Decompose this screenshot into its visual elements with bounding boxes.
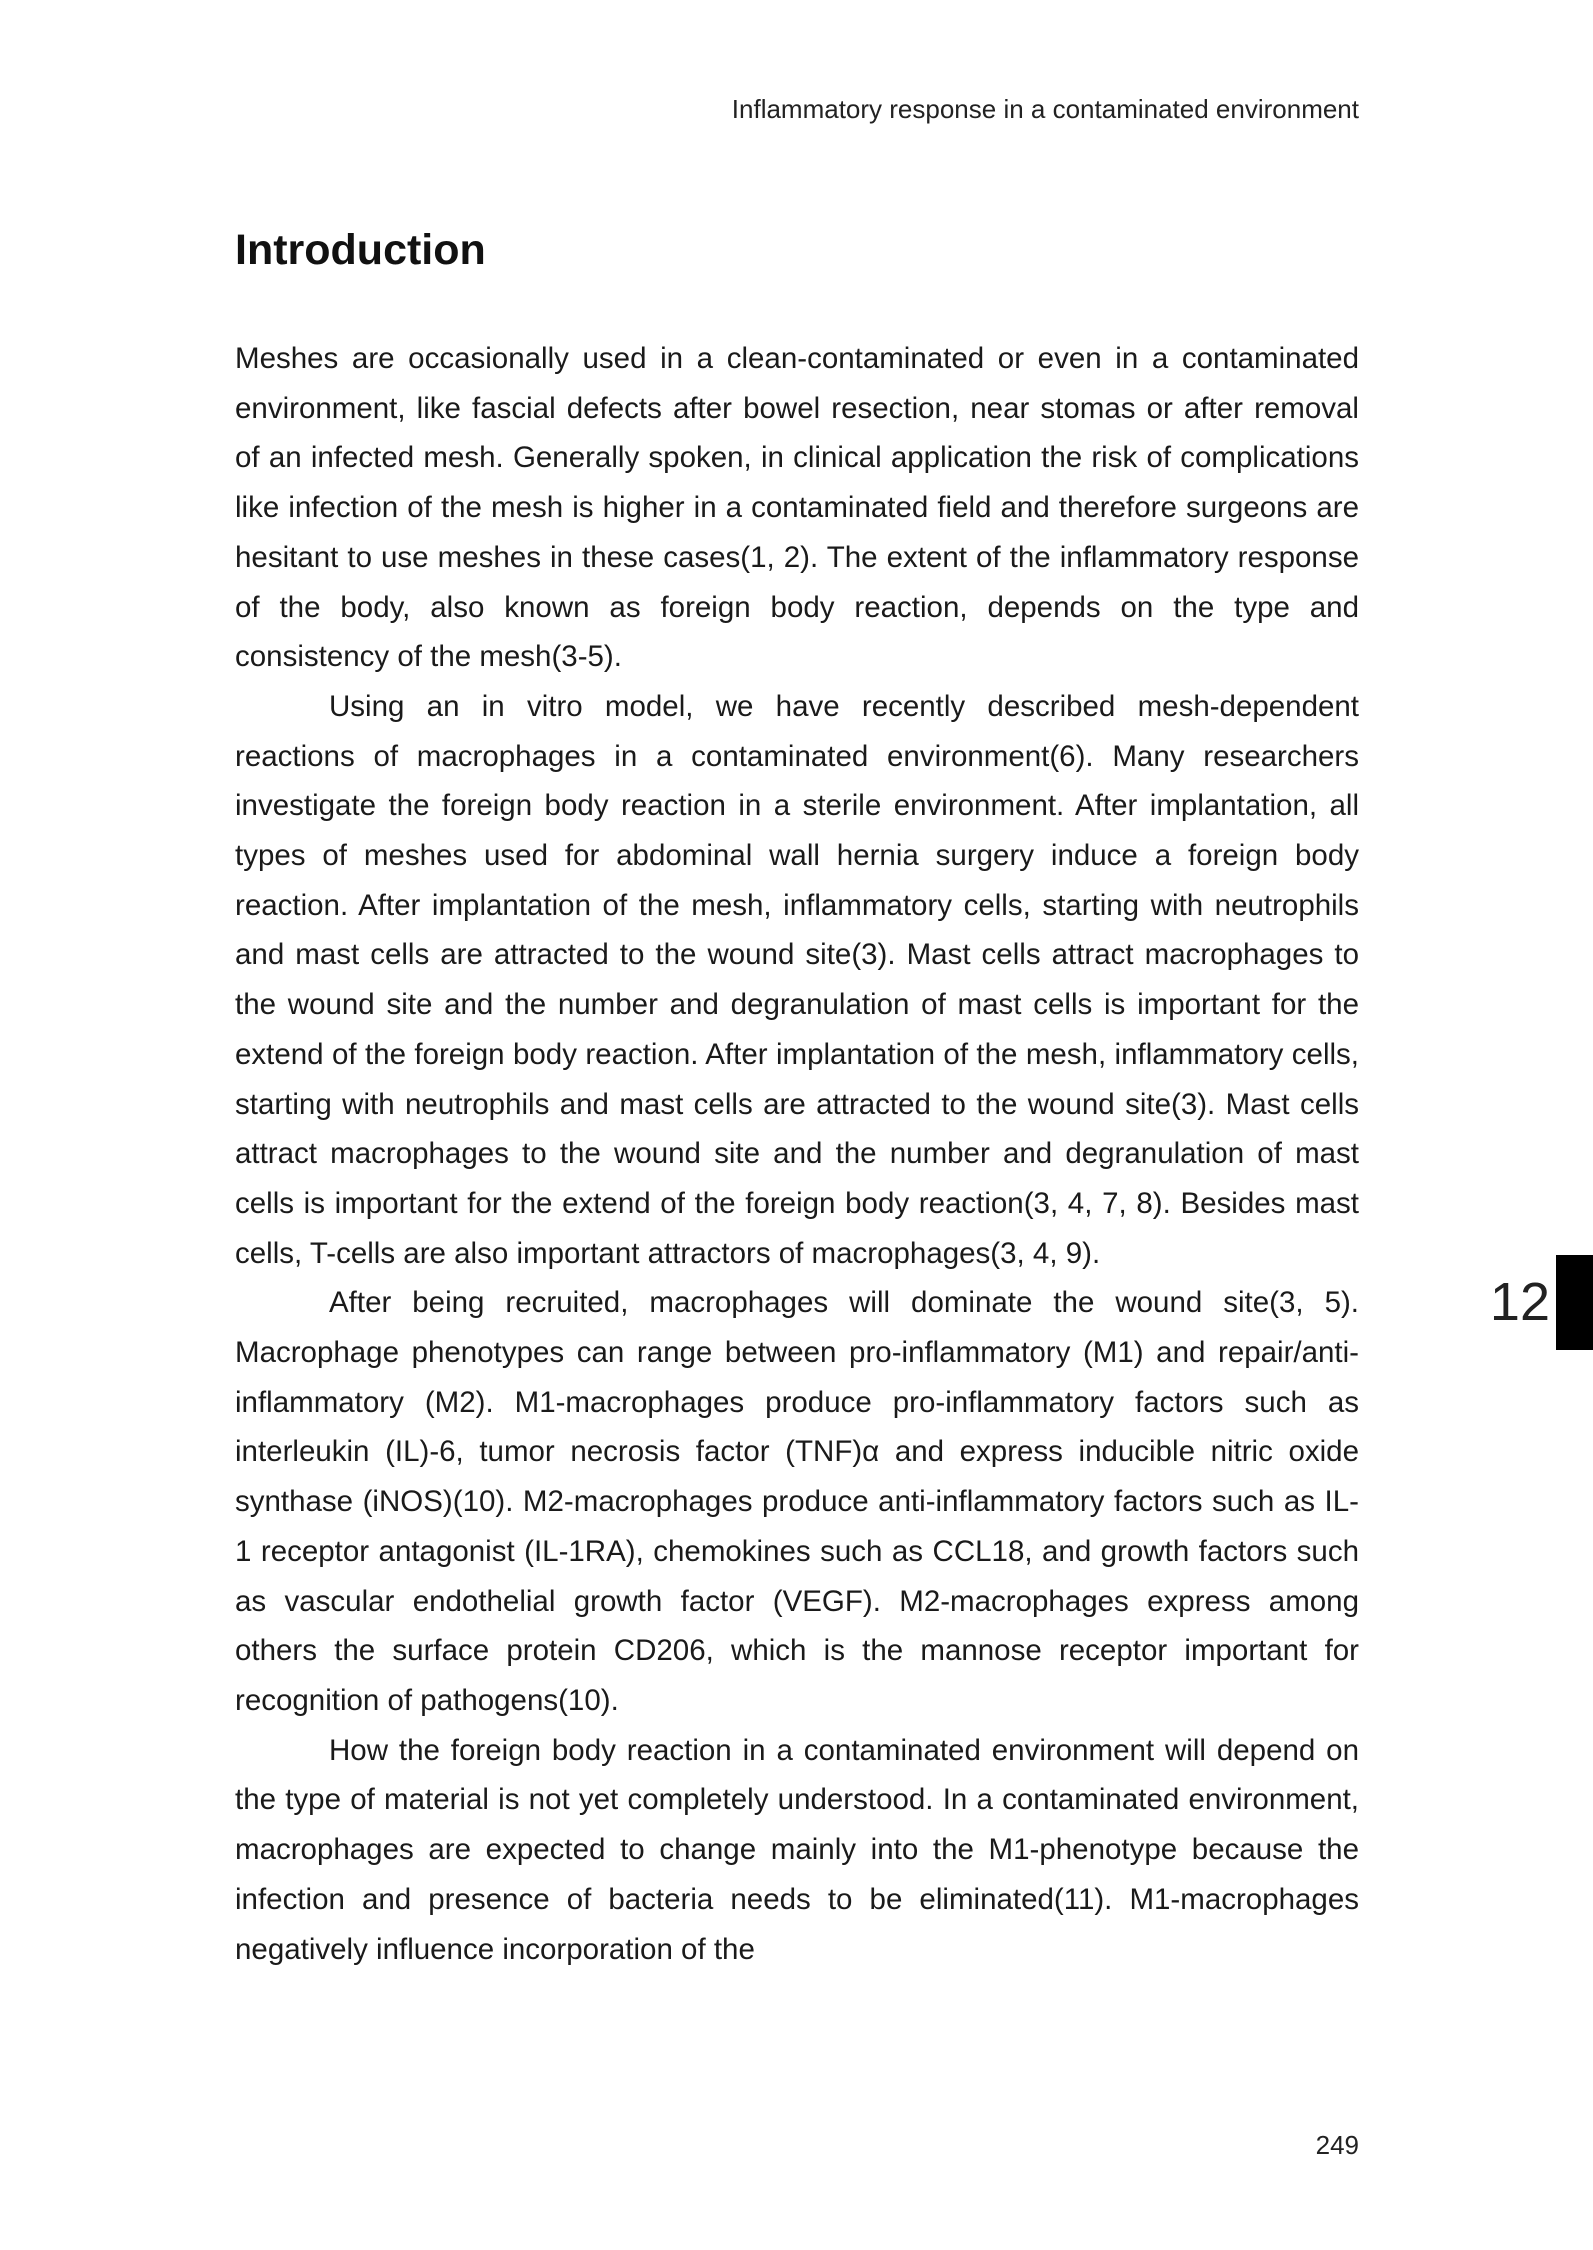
paragraph-2: Using an in vitro model, we have recently described mesh-dependent reactions of macrophages in a contaminated environment(6). Many researchers investigate the foreign body reaction in a sterile environment. After implantation, all types of meshes used for abdominal wall hernia surgery induce a foreign body reaction. After implantation of the mesh, inflammatory cells, starting with neutrophils and mast cells are attracted to the wound site(3). Mast cells attract macrophages to the wound site and the number and degranulation of mast cells is important for the extend of the foreign body reaction. After implantation of the mesh, inflammatory cells, starting with neutrophils and mast cells are attracted to the wound site(3). Mast cells attract macrophages to the wound site and the number and degranulation of mast cells is important for the extend of the foreign body reaction(3, 4, 7, 8). Besides mast cells, T-cells are also important attractors of macrophages(3, 4, 9). (235, 689, 1359, 1270)
paragraph-3: After being recruited, macrophages will dominate the wound site(3, 5). Macrophage phenotypes can range between pro-inflammatory (M1) and repair/anti-inflammatory (M2). M1-macrophages produce pro-inflammatory factors such as interleukin (IL)-6, tumor necrosis factor (TNF)α and express inducible nitric oxide synthase (iNOS)(10). M2-macrophages produce anti-inflammatory factors such as IL-1 receptor antagonist (IL-1RA), chemokines such as CCL18, and growth factors such as vascular endothelial growth factor (VEGF). M2-macrophages express among others the surface protein CD206, which is the mannose receptor important for recognition of pathogens(10). (235, 1286, 1359, 1717)
paragraph-1: Meshes are occasionally used in a clean-contaminated or even in a contaminated environment, like fascial defects after bowel resection, near stomas or after removal of an infected mesh. Generally spoken, in clinical application the risk of complications like infection of the mesh is higher in a contaminated field and therefore surgeons are hesitant to use meshes in these cases(1, 2). The extent of the inflammatory response of the body, also known as foreign body reaction, depends on the type and consistency of the mesh(3-5). (235, 342, 1359, 674)
chapter-thumb-tab (1556, 1255, 1593, 1350)
chapter-number: 12 (1489, 1272, 1550, 1332)
running-header: Inflammatory response in a contaminated environment (731, 94, 1359, 124)
body-text (235, 334, 1359, 1974)
paragraph-4: How the foreign body reaction in a contaminated environment will depend on the type of material is not yet completely understood. In a contaminated environment, macrophages are expected to change mainly into the M1-phenotype because the infection and presence of bacteria needs to be eliminated(11). M1-macrophages negatively influence incorporation of the (235, 1733, 1359, 1966)
page-number: 249 (1315, 2130, 1359, 2160)
section-title: Introduction (235, 226, 486, 274)
